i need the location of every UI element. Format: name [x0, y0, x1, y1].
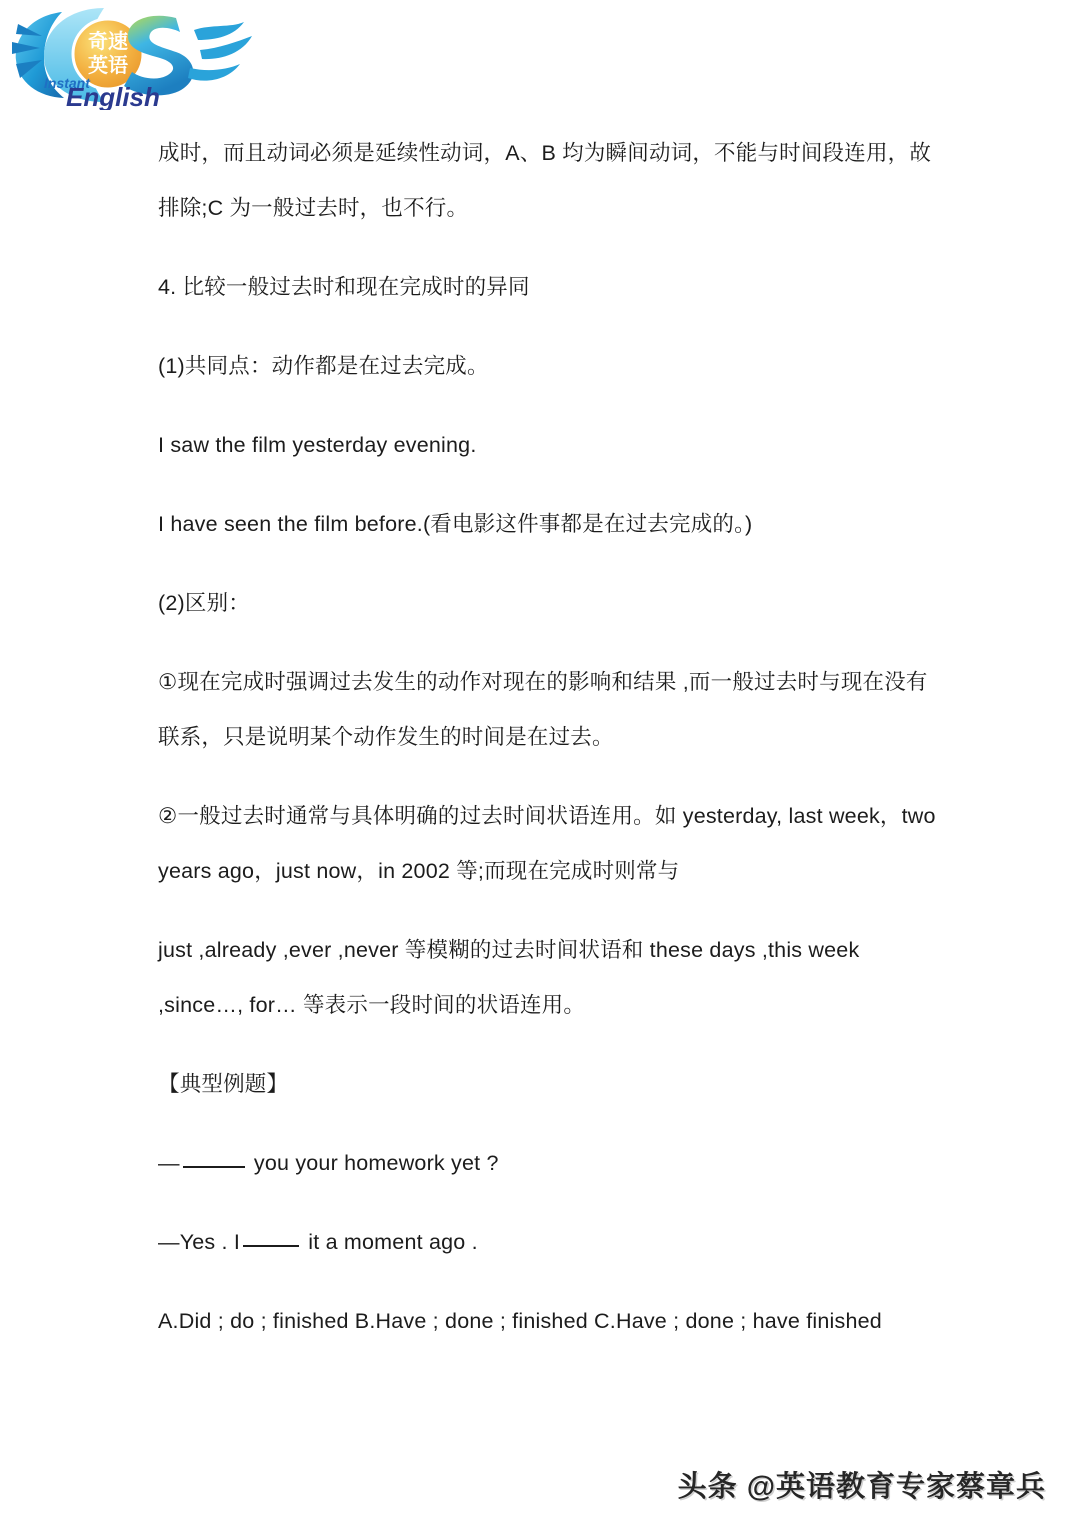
paragraph-example-past-simple: I saw the film yesterday evening. [158, 433, 477, 457]
paragraph-difference-label: (2)区别： [158, 591, 250, 615]
paragraph-example-present-perfect: I have seen the film before.(看电影这件事都是在过去完成的。) [158, 512, 753, 536]
question-answer-suffix: it a moment ago . [302, 1230, 478, 1254]
footer-watermark: 头条 @英语教育专家蔡章兵 [677, 1471, 1046, 1503]
question-options-line: A.Did ; do ; finished B.Have ; done ; finished C.Have ; done ; have finished [158, 1309, 882, 1333]
logo-brand-cn-line2: 英语 [88, 53, 128, 77]
logo-tagline-small: Instant [44, 75, 90, 91]
paragraph-difference-1: ①现在完成时强调过去发生的动作对现在的影响和结果 ,而一般过去时与现在没有联系，只是说明某个动作发生的时间是在过去。 [158, 670, 928, 749]
question-prompt-suffix: you your homework yet ? [247, 1151, 499, 1175]
question-prompt-blank [183, 1166, 245, 1168]
question-answer-prefix: —Yes . I [158, 1230, 241, 1254]
paragraph-common-point: (1)共同点：动作都是在过去完成。 [158, 354, 489, 378]
brand-logo [8, 2, 258, 110]
paragraph-typical-question-label: 【典型例题】 [158, 1072, 289, 1096]
question-prompt-prefix: — [158, 1151, 180, 1175]
paragraph-section-4-heading: 4. 比较一般过去时和现在完成时的异同 [158, 275, 530, 299]
brand-logo-graphic [8, 2, 258, 110]
question-answer-blank [243, 1245, 299, 1247]
logo-brand-cn-line1: 奇速 [88, 29, 128, 53]
question-answer-line [158, 1215, 948, 1270]
question-prompt-line [158, 1136, 948, 1191]
document-body [158, 126, 948, 1373]
paragraph-difference-2b: just ,already ,ever ,never 等模糊的过去时间状语和 these days ,this week ,since…, for… 等表示一段时间的状语连用。 [158, 938, 866, 1017]
paragraph-difference-2: ②一般过去时通常与具体明确的过去时间状语连用。如 yesterday, last week，two years ago，just now，in 2002 等;而现在完成时则常与 [158, 804, 942, 883]
paragraph-analysis-continuation: 成时，而且动词必须是延续性动词，A、B 均为瞬间动词，不能与时间段连用，故排除;C 为一般过去时，也不行。 [158, 141, 932, 220]
logo-tagline-main: English [66, 82, 160, 110]
logo-flame-tail [188, 22, 252, 81]
